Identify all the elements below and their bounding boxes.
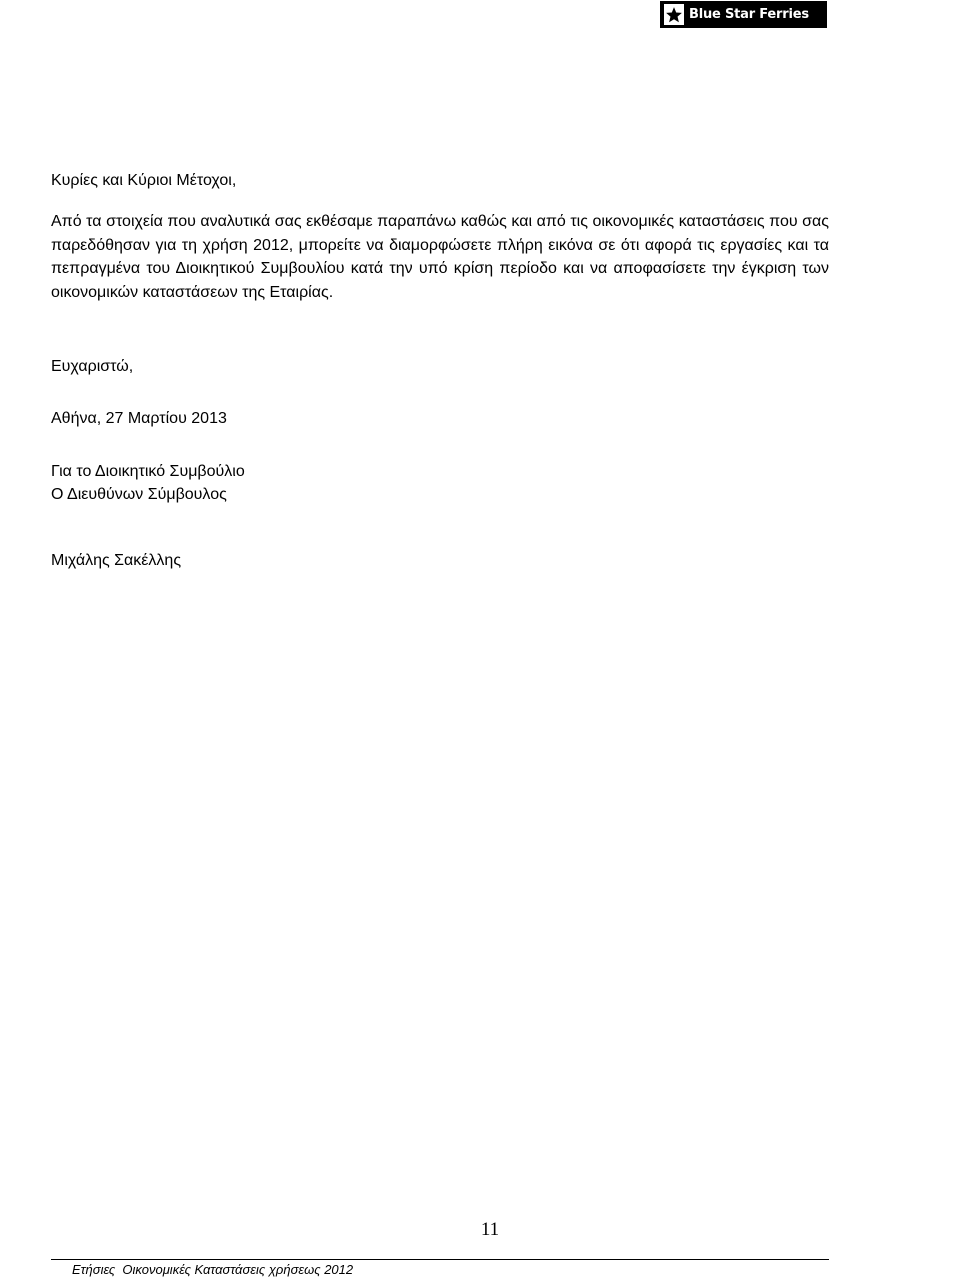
- letter-body: Από τα στοιχεία που αναλυτικά σας εκθέσαμε παραπάνω καθώς και από τις οικονομικές καταστάσεις που σας παρεδόθησαν για τη χρήση 2012, μπορείτε να διαμορφώσετε πλήρη εικόνα σε ότι αφορά τις εργασίες και τα πεπραγμένα του Διοικητικού Συμβουλίου κατά την υπό κρίση περίοδο και να αποφασίσετε την έγκριση των οικονομικών καταστάσεων της Εταιρίας.: [51, 213, 829, 301]
- signatory-name: Μιχάλης Σακέλλης: [51, 552, 182, 569]
- logo-text: Blue Star Ferries: [689, 7, 809, 22]
- signature-board: Για το Διοικητικό Συμβούλιο: [51, 463, 245, 480]
- footer-divider: [51, 1259, 829, 1260]
- company-logo: [660, 1, 827, 28]
- page-number: 11: [480, 1219, 500, 1240]
- signature-title: Ο Διευθύνων Σύμβουλος: [51, 486, 227, 503]
- footer-text: Ετήσιες Οικονομικές Καταστάσεις χρήσεως 2012: [72, 1262, 354, 1277]
- closing: Ευχαριστώ,: [51, 358, 134, 375]
- place-date: Αθήνα, 27 Μαρτίου 2013: [51, 410, 227, 427]
- salutation: Κυρίες και Κύριοι Μέτοχοι,: [51, 172, 237, 189]
- star-icon: [664, 4, 684, 25]
